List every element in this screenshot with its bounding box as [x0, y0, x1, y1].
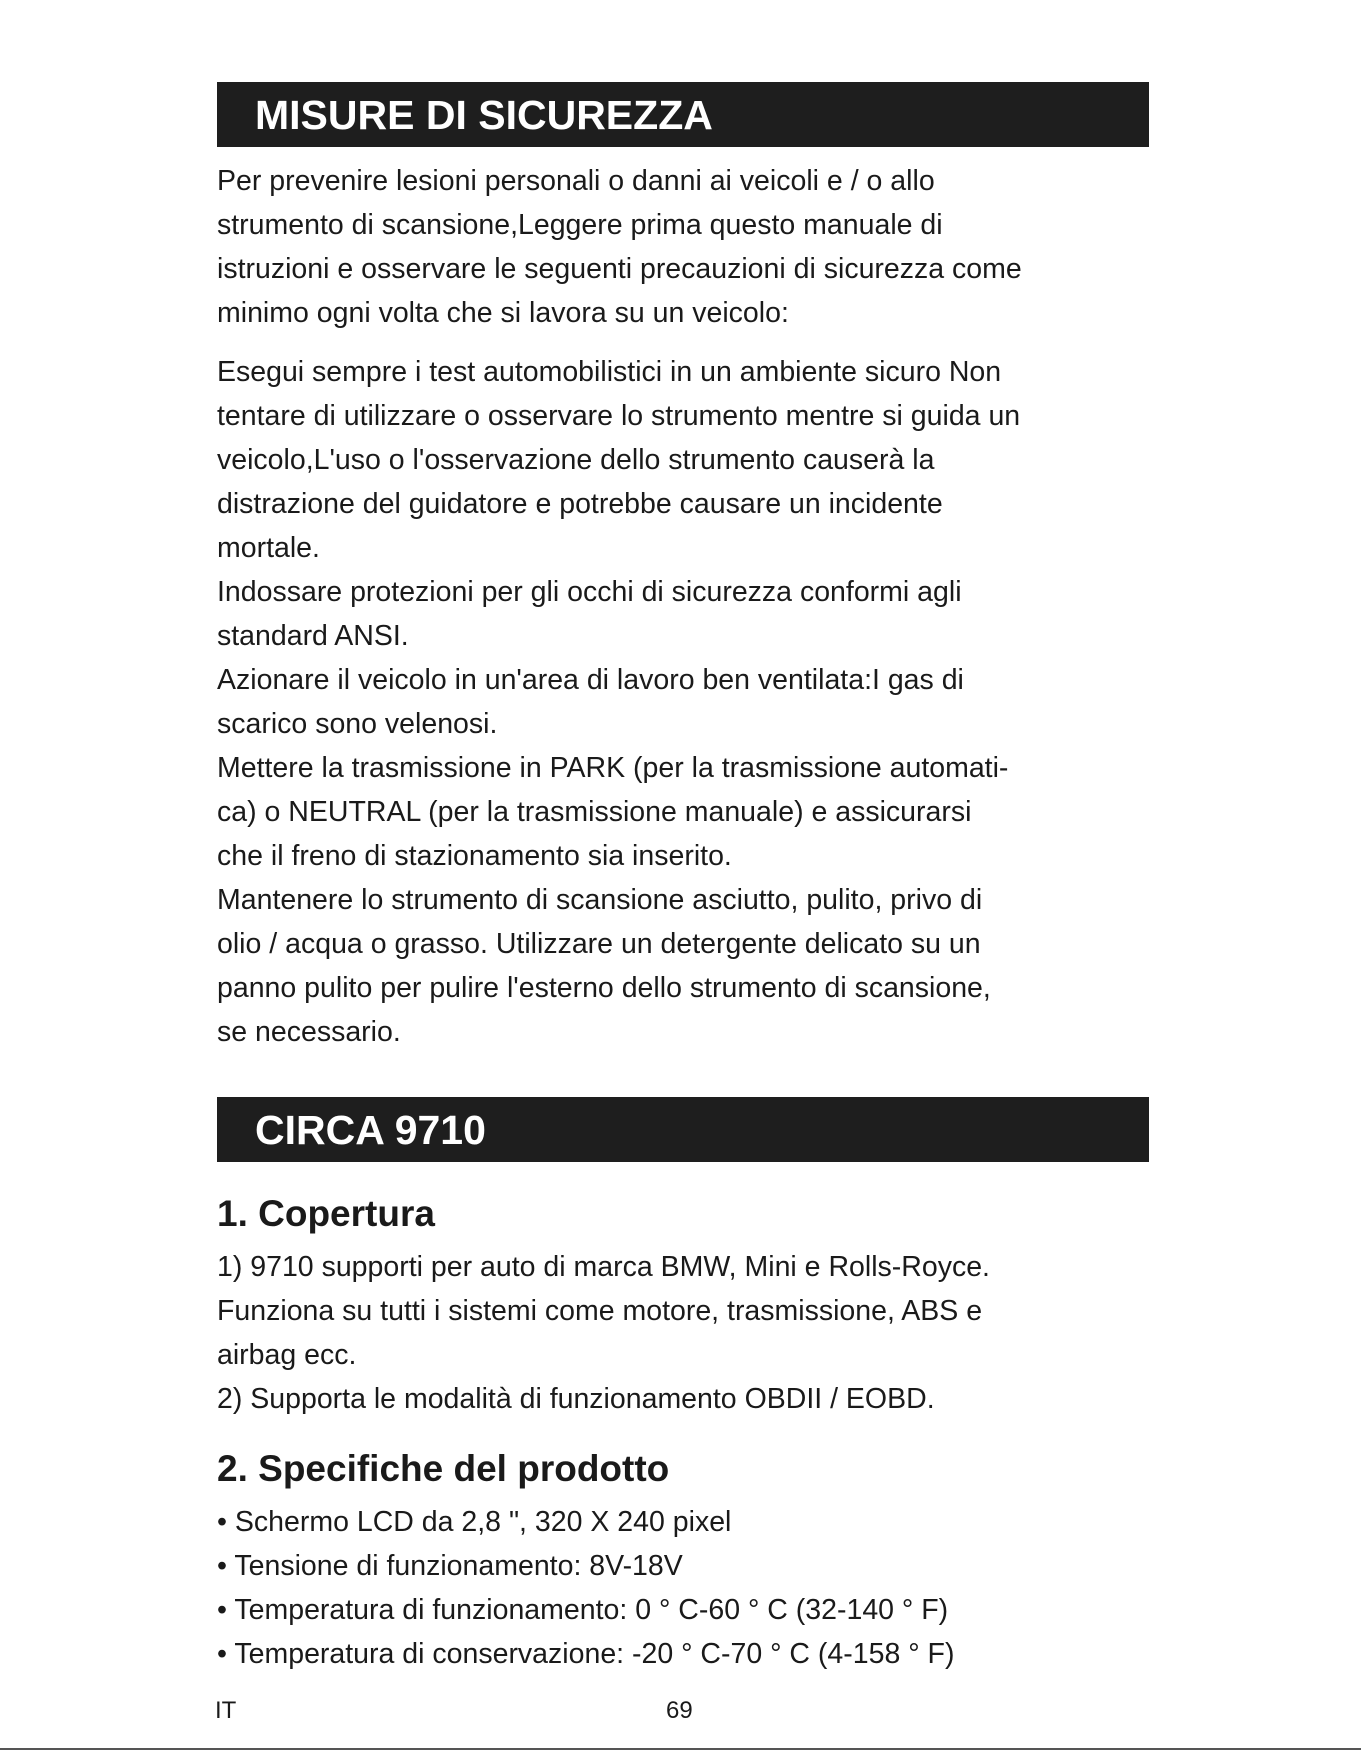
- section-title: MISURE DI SICUREZZA: [255, 92, 713, 138]
- text-line: Funziona su tutti i sistemi come motore, trasmissione, ABS e: [217, 1295, 983, 1327]
- text-line: mortale.: [217, 532, 320, 564]
- text-line: se necessario.: [217, 1016, 401, 1048]
- text-line: distrazione del guidatore e potrebbe causare un incidente: [217, 488, 943, 520]
- text-line: tentare di utilizzare o osservare lo strumento mentre si guida un: [217, 400, 1021, 432]
- text-line: istruzioni e osservare le seguenti precauzioni di sicurezza come: [217, 253, 1022, 285]
- text-line: 1) 9710 supporti per auto di marca BMW, Mini e Rolls-Royce.: [217, 1251, 990, 1283]
- text-line: olio / acqua o grasso. Utilizzare un detergente delicato su un: [217, 928, 981, 960]
- list-item: • Temperatura di conservazione: -20 ° C-70 ° C (4-158 ° F): [217, 1638, 955, 1670]
- text-line: 2) Supporta le modalità di funzionamento OBDII / EOBD.: [217, 1383, 935, 1415]
- section-banner-safety: [217, 82, 1149, 147]
- list-item: • Temperatura di funzionamento: 0 ° C-60 ° C (32-140 ° F): [217, 1594, 949, 1626]
- text-line: Indossare protezioni per gli occhi di sicurezza conformi agli: [217, 576, 962, 608]
- coverage-text: [217, 1245, 1167, 1421]
- list-item: • Tensione di funzionamento: 8V-18V: [217, 1550, 683, 1582]
- text-line: strumento di scansione,Leggere prima questo manuale di: [217, 209, 943, 241]
- text-line: minimo ogni volta che si lavora su un veicolo:: [217, 297, 789, 329]
- list-item: • Schermo LCD da 2,8 ", 320 X 240 pixel: [217, 1506, 732, 1538]
- section-banner-about: [217, 1097, 1149, 1162]
- text-line: Mettere la trasmissione in PARK (per la trasmissione automati-: [217, 752, 1009, 784]
- language-code: IT: [215, 1697, 237, 1724]
- text-line: Mantenere lo strumento di scansione asciutto, pulito, privo di: [217, 884, 983, 916]
- specs-list: [217, 1500, 1167, 1676]
- text-line: standard ANSI.: [217, 620, 409, 652]
- text-line: veicolo,L'uso o l'osservazione dello strumento causerà la: [217, 444, 935, 476]
- page-number: 69: [666, 1697, 693, 1724]
- text-line: Azionare il veicolo in un'area di lavoro ben ventilata:I gas di: [217, 664, 964, 696]
- safety-intro: [217, 159, 1167, 335]
- text-line: che il freno di stazionamento sia inserito.: [217, 840, 732, 872]
- section-title: CIRCA 9710: [255, 1107, 486, 1153]
- text-line: scarico sono velenosi.: [217, 708, 498, 740]
- specs-heading: 2. Specifiche del prodotto: [217, 1448, 670, 1489]
- text-line: airbag ecc.: [217, 1339, 357, 1371]
- text-line: Per prevenire lesioni personali o danni ai veicoli e / o allo: [217, 165, 935, 197]
- text-line: Esegui sempre i test automobilistici in un ambiente sicuro Non: [217, 356, 1002, 388]
- safety-precautions: [217, 350, 1167, 1054]
- page-edge-divider: [0, 1748, 1361, 1750]
- coverage-heading: 1. Copertura: [217, 1193, 435, 1234]
- text-line: panno pulito per pulire l'esterno dello strumento di scansione,: [217, 972, 991, 1004]
- text-line: ca) o NEUTRAL (per la trasmissione manuale) e assicurarsi: [217, 796, 972, 828]
